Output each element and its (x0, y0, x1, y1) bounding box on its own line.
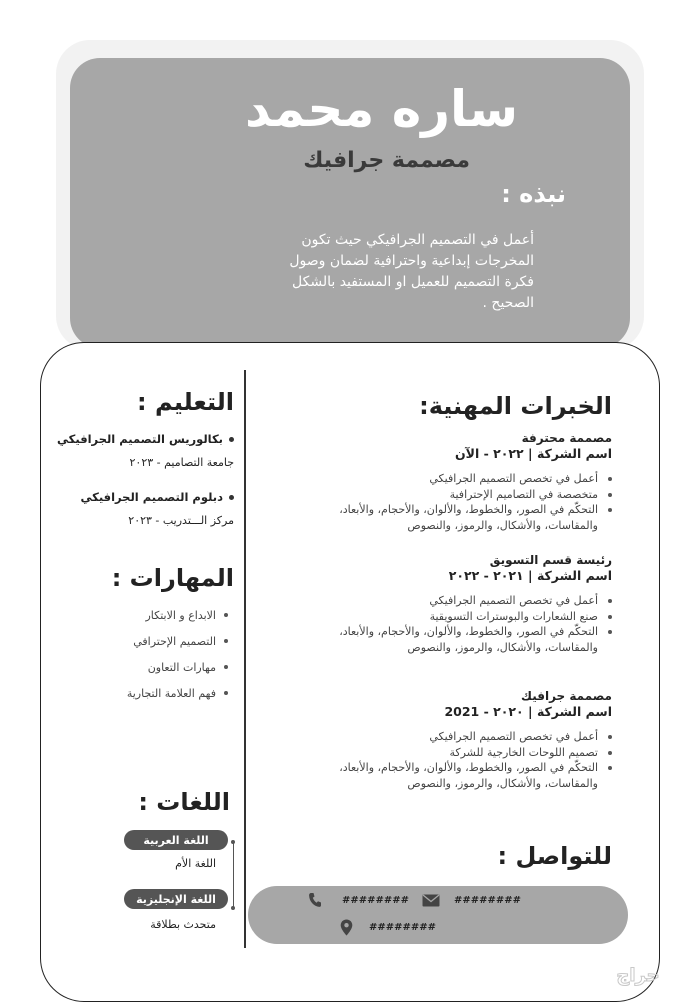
skill-item: مهارات التعاون (88, 654, 228, 680)
skill-item: التصميم الإحترافي (88, 628, 228, 654)
bullet-icon (229, 495, 234, 500)
contact-phone (308, 892, 409, 908)
about-heading: نبذه : (501, 180, 566, 208)
job-bullets (312, 471, 612, 533)
experience-heading: الخبرات المهنية: (419, 392, 612, 420)
education-heading: التعليم : (137, 388, 234, 416)
language-badge: اللغة الإنجليزية (124, 889, 228, 909)
job-bullet: التحكّم في الصور، والخطوط، والألوان، والأحجام، والأبعاد، والمقاسات، والأشكال، والرموز، والنصوص (312, 624, 612, 655)
contact-location-value: ######## (369, 922, 437, 933)
job-bullet: أعمل في تخصص التصميم الجرافيكي (312, 729, 612, 745)
job-bullet: صنع الشعارات والبوسترات التسويقية (312, 609, 612, 625)
job-role: مصممة جرافيك (521, 689, 612, 703)
contact-phone-value: ######## (342, 894, 410, 906)
bullet-icon (224, 639, 228, 643)
column-divider (244, 370, 246, 948)
education-place: جامعة التصاميم - ٢٠٢٣ (129, 456, 234, 469)
contact-email-value: ######## (454, 895, 522, 906)
job-company: اسم الشركة | ٢٠٢٢ - الآن (454, 446, 612, 461)
job-entry (312, 431, 612, 533)
contact-location (340, 919, 436, 936)
job-company: اسم الشركة | ٢٠٢٠ - 2021 (444, 704, 612, 719)
haraj-watermark-logo (588, 962, 688, 988)
skill-item: فهم العلامة التجارية (88, 680, 228, 706)
job-role: رئيسة قسم التسويق (489, 553, 612, 567)
language-connector (233, 842, 234, 908)
contact-bar (248, 886, 628, 944)
bullet-icon (224, 665, 228, 669)
job-entry (312, 689, 612, 791)
language-badge: اللغة العربية (124, 830, 228, 850)
contact-email (422, 894, 521, 907)
job-title: مصممة جرافيك (303, 148, 470, 173)
education-degree: دبلوم التصميم الجرافيكي (80, 490, 223, 504)
about-text: أعمل في التصميم الجرافيكي حيث تكون المخرجات إبداعية واحترافية لضمان وصول فكرة التصميم للعميل او المستفيد بالشكل الصحيح . (289, 232, 534, 311)
education-item (34, 432, 234, 469)
job-bullets (312, 729, 612, 791)
job-role: مصممة محترفة (521, 431, 612, 445)
job-bullet: أعمل في تخصص التصميم الجرافيكي (312, 593, 612, 609)
education-item (34, 490, 234, 527)
languages-heading: اللغات : (138, 788, 230, 816)
job-bullet: التحكّم في الصور، والخطوط، والألوان، والأحجام، والأبعاد، والمقاسات، والأشكال، والرموز، والنصوص (312, 760, 612, 791)
connector-dot (231, 840, 235, 844)
contact-heading: للتواصل : (497, 842, 612, 870)
location-pin-icon (340, 919, 353, 936)
job-bullet: التحكّم في الصور، والخطوط، والألوان، والأحجام، والأبعاد، والمقاسات، والأشكال، والرموز، والنصوص (312, 502, 612, 533)
envelope-icon (422, 894, 440, 907)
person-name: ساره محمد (244, 80, 518, 138)
header-panel (70, 58, 630, 348)
job-entry (312, 553, 612, 655)
job-company: اسم الشركة | ٢٠٢١ - ٢٠٢٢ (448, 568, 612, 583)
connector-dot (231, 906, 235, 910)
education-place: مركز الـــتدريب - ٢٠٢٣ (128, 514, 234, 527)
skills-list (88, 602, 228, 706)
bullet-icon (224, 613, 228, 617)
bullet-icon (224, 691, 228, 695)
education-degree: بكالوريس التصميم الجرافيكي (57, 432, 223, 446)
bullet-icon (229, 437, 234, 442)
job-bullets (312, 593, 612, 655)
job-bullet: متخصصة في التصاميم الإحترافية (312, 487, 612, 503)
language-level: اللغة الأم (175, 857, 216, 870)
job-bullet: أعمل في تخصص التصميم الجرافيكي (312, 471, 612, 487)
job-bullet: تصميم اللوحات الخارجية للشركة (312, 745, 612, 761)
skills-heading: المهارات : (111, 564, 234, 592)
phone-icon (308, 892, 322, 908)
svg-text:حراج: حراج (616, 965, 660, 986)
skill-item: الابداع و الابتكار (88, 602, 228, 628)
language-level: متحدث بطلاقة (150, 918, 216, 931)
